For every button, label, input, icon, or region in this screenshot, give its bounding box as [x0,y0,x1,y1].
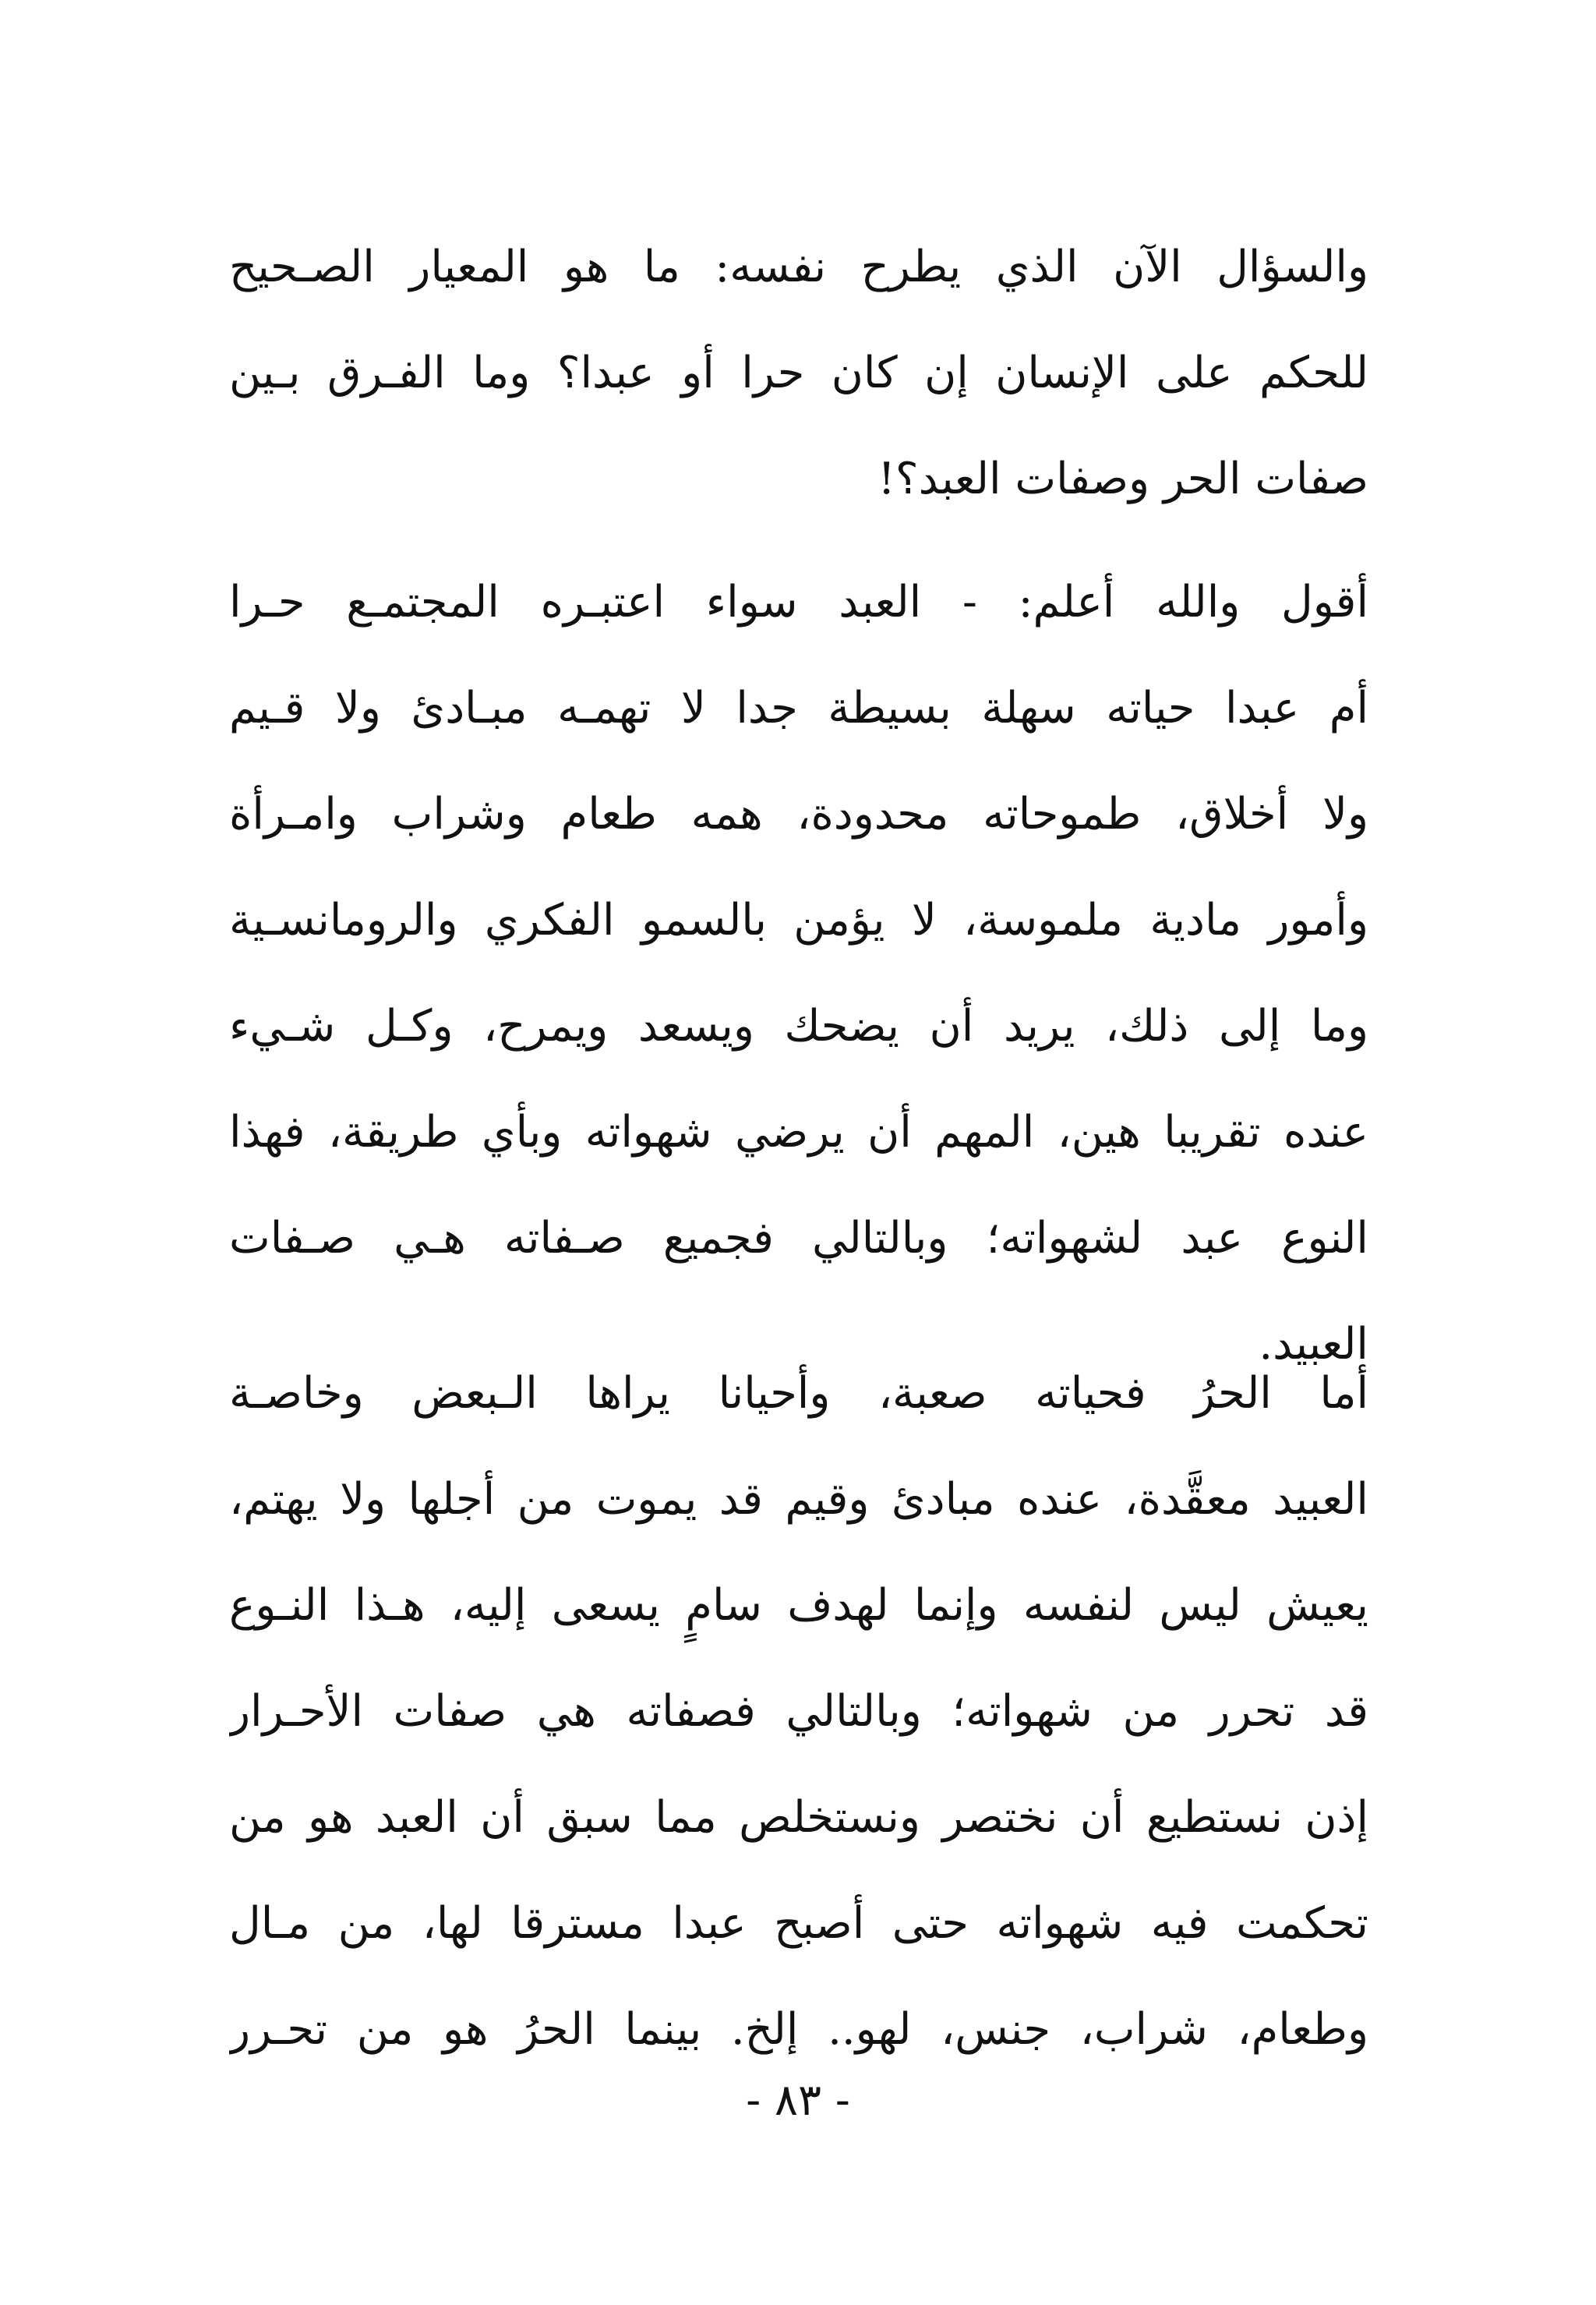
text-line: يعيش ليس لنفسه وإنما لهدف سامٍ يسعى إليه، هـذا النـوع [229,1580,1368,1631]
text-line: إذن نستطيع أن نختصر ونستخلص مما سبق أن العبد هو من [229,1792,1368,1843]
text-line: أما الحرُ فحياته صعبة، وأحيانا يراها الـبعض وخاصـة [229,1368,1368,1419]
text-line: وما إلى ذلك، يريد أن يضحك ويسعد ويمرح، وكـل شـيء [229,1001,1368,1052]
text-line: أم عبدا حياته سهلة بسيطة جدا لا تهمـه مبـادئ ولا قـيم [229,683,1368,734]
page-number: - ٨٣ - [746,2075,850,2126]
text-line: العبيد معقَّدة، عنده مبادئ وقيم قد يموت من أجلها ولا يهتم، [229,1474,1368,1525]
text-line: للحكم على الإنسان إن كان حرا أو عبدا؟ وما الفـرق بـين [229,348,1368,398]
text-line: صفات الحر وصفات العبد؟! [877,454,1368,504]
paragraph-free-description [229,1341,1368,2083]
paragraph-slave-description [229,550,1368,1398]
text-line: وأمور مادية ملموسة، لا يؤمن بالسمو الفكري والرومانسـية [229,895,1368,946]
text-line: العبيد. [1259,1319,1368,1370]
text-line: أقول والله أعلم: - العبد سواء اعتبـره المجتمـع حـرا [229,577,1368,628]
text-line: وطعام، شراب، جنس، لهو.. إلخ. بينما الحرُ هو من تحـرر [229,2004,1368,2055]
text-line: قد تحرر من شهواته؛ وبالتالي فصفاته هي صفات الأحـرار [229,1686,1368,1737]
paragraph-question [229,214,1368,532]
text-line: النوع عبد لشهواته؛ وبالتالي فجميع صـفاته هـي صـفات [229,1213,1368,1264]
text-line: عنده تقريبا هين، المهم أن يرضي شهواته وبأي طريقة، فهذا [229,1107,1368,1158]
text-line: تحكمت فيه شهواته حتى أصبح عبدا مسترقا لها، من مـال [229,1898,1368,1949]
text-line: ولا أخلاق، طموحاته محدودة، همه طعام وشراب وامـرأة [229,789,1368,840]
text-line: والسؤال الآن الذي يطرح نفسه: ما هو المعيار الصـحيح [229,242,1368,292]
